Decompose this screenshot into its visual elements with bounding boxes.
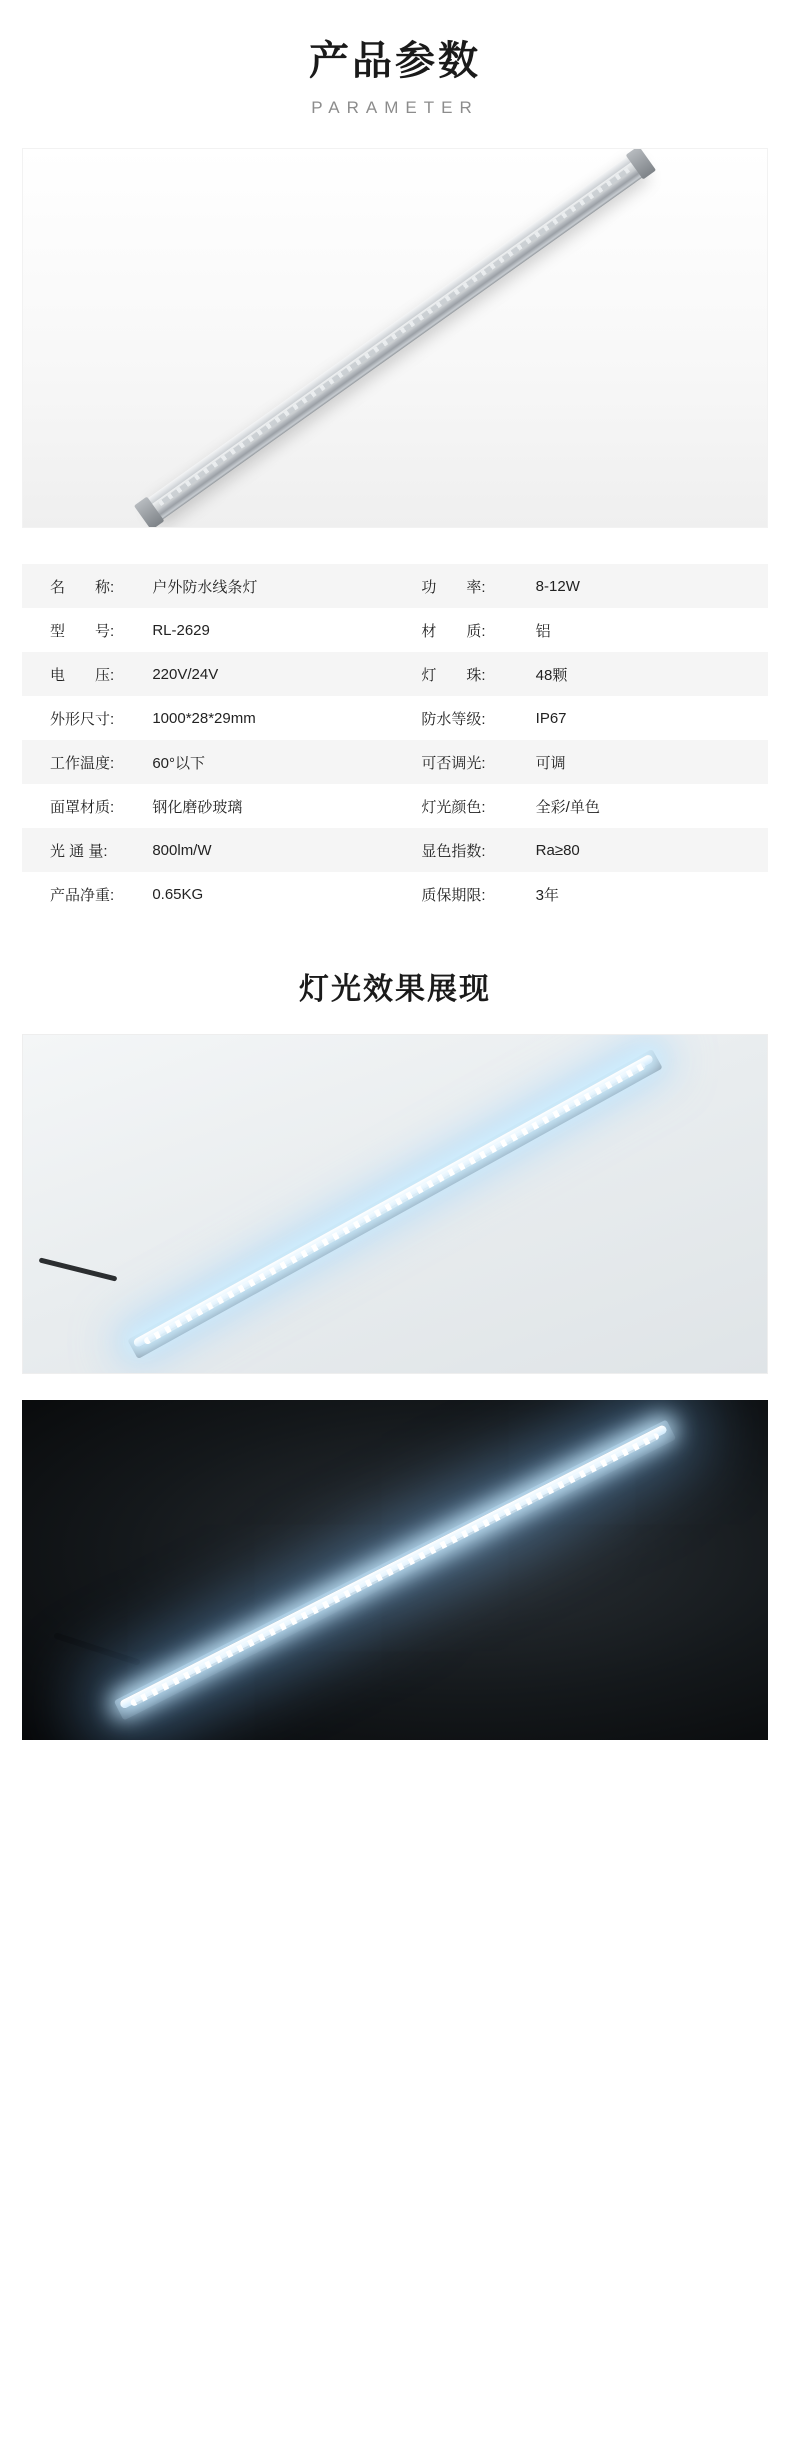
power-cable (38, 1257, 117, 1281)
spec-value: IP67 (535, 709, 567, 727)
spec-value: Ra≥80 (535, 841, 580, 859)
table-row (22, 564, 768, 608)
spec-value: 48颗 (535, 666, 568, 684)
table-row (22, 652, 768, 696)
light-bar-leds (158, 168, 630, 507)
spec-label: 型 号: (50, 622, 115, 640)
led-dots (143, 1062, 647, 1345)
table-row (22, 608, 768, 652)
linear-light-illustration (23, 149, 767, 527)
spec-value: 3年 (535, 886, 560, 904)
spec-label: 面罩材质: (50, 798, 115, 816)
specification-table-body (22, 564, 768, 916)
spec-label: 显色指数: (421, 842, 486, 860)
light-bar-body (143, 153, 647, 523)
light-glow (119, 1424, 668, 1710)
effect-photo-daylight (22, 1034, 768, 1374)
spec-label: 可否调光: (421, 754, 486, 772)
spec-label: 光 通 量: (50, 842, 108, 860)
spec-value: 全彩/单色 (535, 798, 600, 816)
spec-label: 外形尺寸: (50, 710, 115, 728)
spec-label: 电 压: (50, 666, 115, 684)
page-header (0, 0, 790, 118)
spec-label: 灯光颜色: (421, 798, 486, 816)
spec-value: 1000*28*29mm (152, 709, 256, 727)
lit-light-bar (127, 1049, 662, 1359)
spec-label: 材 质: (421, 622, 486, 640)
spec-label: 质保期限: (421, 886, 486, 904)
spec-value: 可调 (535, 754, 566, 772)
spec-label: 产品净重: (50, 886, 115, 904)
spec-value: 户外防水线条灯 (152, 578, 258, 596)
spec-value: 800lm/W (152, 841, 212, 859)
effect-photo-night (22, 1400, 768, 1740)
table-row (22, 872, 768, 916)
table-row (22, 784, 768, 828)
spec-value: RL-2629 (152, 621, 210, 639)
spec-label: 功 率: (421, 578, 486, 596)
section-title-effect: 灯光效果展现 (299, 973, 491, 1006)
spec-value: 60°以下 (152, 754, 206, 772)
page-subtitle: PARAMETER (311, 98, 479, 117)
spec-label: 名 称: (50, 578, 115, 596)
spec-label: 工作温度: (50, 754, 115, 772)
spec-value: 0.65KG (152, 885, 204, 903)
table-row (22, 696, 768, 740)
spec-value: 220V/24V (152, 665, 219, 683)
spec-value: 铝 (535, 622, 551, 640)
spec-label: 防水等级: (421, 710, 486, 728)
led-dots (129, 1432, 660, 1707)
specification-table (22, 564, 768, 916)
spec-value: 8-12W (535, 577, 580, 595)
table-row (22, 740, 768, 784)
power-cable (53, 1632, 140, 1666)
table-row (22, 828, 768, 872)
lit-light-bar (114, 1419, 676, 1720)
light-glow (132, 1053, 654, 1348)
spec-value: 钢化磨砂玻璃 (152, 798, 243, 816)
product-photo-main (22, 148, 768, 528)
page-title: 产品参数 (309, 39, 481, 83)
spec-label: 灯 珠: (421, 666, 486, 684)
